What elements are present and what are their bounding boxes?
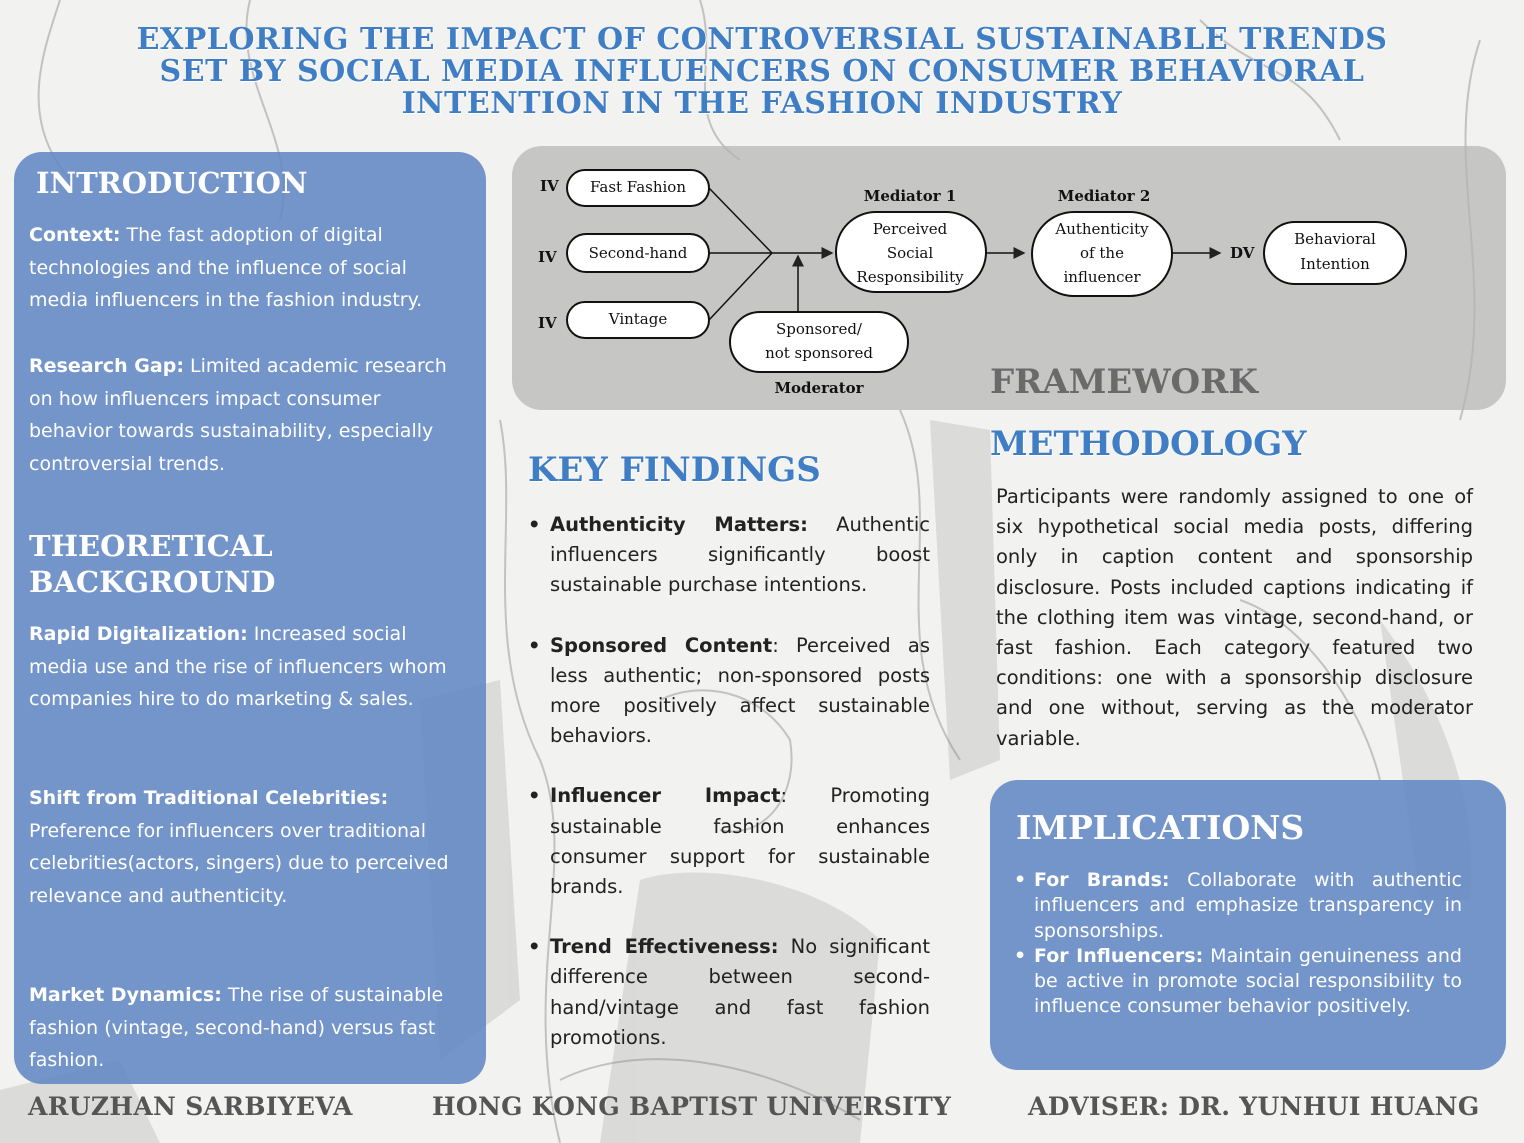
mediator2-caption: Mediator 2 xyxy=(1057,187,1151,205)
implication-brands xyxy=(1014,868,1462,944)
adviser-name: ADVISER: DR. YUNHUI HUANG xyxy=(1028,1092,1480,1121)
mediator1-line-2: Social xyxy=(886,244,934,262)
implication-influencers-text: Maintain genuineness and be active in promote social responsibility to influence consumer behavior positively. xyxy=(1034,944,1462,1018)
iv-tag-3: IV xyxy=(538,314,557,332)
moderator-caption: Moderator xyxy=(774,379,864,397)
framework-heading: FRAMEWORK xyxy=(990,362,1258,402)
market-dynamics-paragraph xyxy=(29,979,469,1077)
finding-trend-text: No significant difference between second-hand/vintage and fast fashion promotions. xyxy=(550,935,930,1049)
finding-influencer xyxy=(528,781,930,902)
rapid-digitalization-paragraph xyxy=(29,618,469,716)
title-line-2: SET BY SOCIAL MEDIA INFLUENCERS ON CONSUMER BEHAVIORAL xyxy=(159,54,1365,89)
context-label: Context: xyxy=(29,224,121,246)
shift-celebrities-text: Preference for influencers over traditional celebrities(actors, singers) due to perceived relevance and authenticity. xyxy=(29,819,449,907)
iv-vintage-label: Vintage xyxy=(608,310,668,328)
implication-influencers xyxy=(1014,944,1462,1020)
key-findings-list xyxy=(528,510,930,1083)
implication-influencers-label: For Influencers: xyxy=(1034,944,1204,967)
theoretical-background-heading xyxy=(29,528,275,600)
implication-brands-label: For Brands: xyxy=(1034,869,1170,891)
title-line-1: EXPLORING THE IMPACT OF CONTROVERSIAL SUSTAINABLE TRENDS xyxy=(136,22,1388,57)
mediator1-caption: Mediator 1 xyxy=(863,187,957,205)
research-gap-text: Limited academic research on how influencers impact consumer behavior towards sustainability, especially controversial trends. xyxy=(29,355,447,475)
iv1-connector xyxy=(709,188,772,253)
iv-fast-fashion-label: Fast Fashion xyxy=(589,178,687,196)
implication-brands-text: Collaborate with authentic influencers and emphasize transparency in sponsorships. xyxy=(1034,869,1462,942)
moderator-line-1: Sponsored/ xyxy=(775,320,863,338)
finding-sponsored xyxy=(528,631,930,752)
implications-list xyxy=(1014,868,1462,1020)
mediator1-line-1: Perceived xyxy=(872,220,948,238)
finding-influencer-label: Influencer Impact xyxy=(550,784,781,808)
context-text: The fast adoption of digital technologies and the influence of social media influencers in the fashion industry. xyxy=(29,224,423,311)
shift-celebrities-paragraph xyxy=(29,782,469,912)
theory-heading-line-2: BACKGROUND xyxy=(29,565,276,599)
mediator1-line-3: Responsibility xyxy=(856,268,964,286)
shift-celebrities-label: Shift from Traditional Celebrities: xyxy=(29,787,389,809)
rapid-digitalization-text: Increased social media use and the rise of influencers whom companies hire to do marketing & sales. xyxy=(29,623,447,710)
finding-influencer-text: : Promoting sustainable fashion enhances consumer support for sustainable brands. xyxy=(550,784,930,899)
iv-tag-2: IV xyxy=(538,248,557,266)
introduction-heading: INTRODUCTION xyxy=(36,166,308,200)
iv-second-hand-label: Second-hand xyxy=(588,244,688,262)
author-name: ARUZHAN SARBIYEVA xyxy=(28,1092,353,1121)
finding-authenticity-label: Authenticity Matters: xyxy=(550,513,808,536)
theory-heading-line-1: THEORETICAL xyxy=(29,529,273,563)
dv-tag: DV xyxy=(1230,244,1255,262)
rapid-digitalization-label: Rapid Digitalization: xyxy=(29,623,248,645)
research-gap-paragraph xyxy=(29,350,469,480)
methodology-heading: METHODOLOGY xyxy=(990,424,1307,464)
market-dynamics-label: Market Dynamics: xyxy=(29,984,222,1006)
research-gap-label: Research Gap: xyxy=(29,355,184,377)
finding-trend-label: Trend Effectiveness: xyxy=(550,935,779,959)
iv3-connector xyxy=(709,253,772,320)
poster-title xyxy=(40,24,1484,120)
dv-line-1: Behavioral xyxy=(1294,230,1376,248)
finding-sponsored-label: Sponsored Content xyxy=(550,633,773,657)
mediator2-line-1: Authenticity xyxy=(1055,220,1149,238)
methodology-text: Participants were randomly assigned to one of six hypothetical social media posts, differing only in caption content and sponsorship disclosure. Posts included captions indicating if the clothing item was vintage, second-hand, or fast fashion. Each category featured two conditions: one with a sponsorship disclosure and one without, serving as the moderator variable. xyxy=(996,485,1473,750)
finding-authenticity xyxy=(528,510,930,601)
iv-tag-1: IV xyxy=(540,177,559,195)
mediator2-line-3: influencer xyxy=(1063,268,1141,286)
university-name: HONG KONG BAPTIST UNIVERSITY xyxy=(432,1092,952,1121)
market-dynamics-text: The rise of sustainable fashion (vintage, second-hand) versus fast fashion. xyxy=(29,984,444,1071)
finding-authenticity-text: Authentic influencers significantly boost sustainable purchase intentions. xyxy=(550,513,931,597)
title-line-3: INTENTION IN THE FASHION INDUSTRY xyxy=(401,86,1123,121)
finding-sponsored-text: : Perceived as less authentic; non-sponsored posts more positively affect sustainable behaviors. xyxy=(550,633,930,748)
key-findings-heading: KEY FINDINGS xyxy=(528,450,821,490)
mediator2-line-2: of the xyxy=(1080,244,1124,262)
implications-heading: IMPLICATIONS xyxy=(1016,808,1305,847)
moderator-line-2: not sponsored xyxy=(765,344,873,362)
finding-trend xyxy=(528,932,930,1053)
context-paragraph xyxy=(29,219,469,317)
dv-line-2: Intention xyxy=(1300,255,1370,273)
